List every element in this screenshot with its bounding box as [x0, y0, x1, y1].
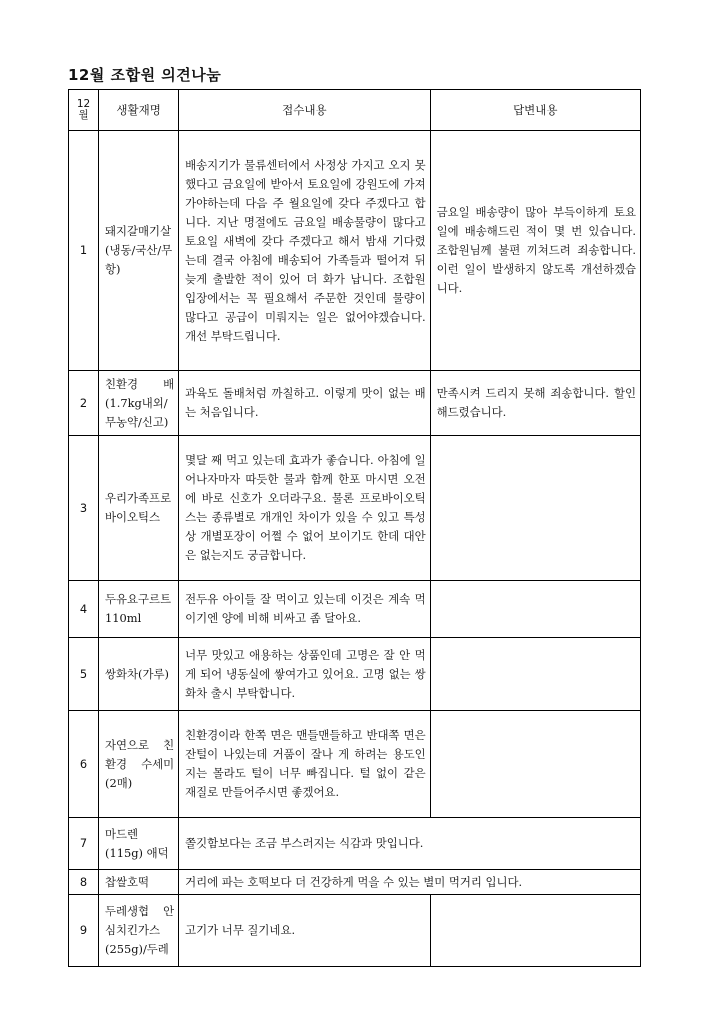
row-number: 7 — [69, 818, 99, 870]
row-number: 6 — [69, 711, 99, 818]
response-content: 금요일 배송량이 많아 부득이하게 토요일에 배송해드린 적이 몇 번 있습니다. 조합원님께 불편 끼쳐드려 죄송합니다. 이런 일이 발생하지 않도록 개선하겠습니다. — [430, 131, 640, 371]
table-row — [69, 436, 641, 581]
item-name: 돼지갈매기살(냉동/국산/무항) — [99, 131, 179, 371]
item-name: 두레생협 안심치킨가스(255g)/두레 — [99, 895, 179, 967]
table-row — [69, 371, 641, 436]
table-row — [69, 870, 641, 895]
item-name: 쌍화차(가루) — [99, 638, 179, 711]
table-row — [69, 638, 641, 711]
item-name: 우리가족프로바이오틱스 — [99, 436, 179, 581]
item-name: 자연으로 친환경 수세미(2매) — [99, 711, 179, 818]
received-content: 몇달 째 먹고 있는데 효과가 좋습니다. 아침에 일어나자마자 따듯한 물과 함께 한포 마시면 오전에 바로 신호가 오더라구요. 물론 프로바이오틱스는 종류별로 개개인 차이가 있을 수 있고 특성상 개별포장이 어쩔 수 없어 보이기도 한데 대안은 없는지도 궁금합니다. — [179, 436, 430, 581]
received-content: 과육도 돌배처럼 까칠하고. 이렇게 맛이 없는 배는 처음입니다. — [179, 371, 430, 436]
response-content — [430, 711, 640, 818]
response-content: 만족시켜 드리지 못해 죄송합니다. 할인해드렸습니다. — [430, 371, 640, 436]
item-name: 친환경 배(1.7kg내외/무농약/신고) — [99, 371, 179, 436]
table-row — [69, 711, 641, 818]
received-content: 거리에 파는 호떡보다 더 건강하게 먹을 수 있는 별미 먹거리 입니다. — [179, 870, 641, 895]
item-name: 마드렌(115g) 애덕 — [99, 818, 179, 870]
row-number: 1 — [69, 131, 99, 371]
table-row — [69, 131, 641, 371]
header-response: 답변내용 — [430, 90, 640, 131]
response-content — [430, 436, 640, 581]
row-number: 4 — [69, 581, 99, 638]
header-item: 생활재명 — [99, 90, 179, 131]
row-number: 3 — [69, 436, 99, 581]
row-number: 5 — [69, 638, 99, 711]
table-row — [69, 818, 641, 870]
page-title: 12월 조합원 의견나눔 — [68, 66, 222, 84]
response-content — [430, 581, 640, 638]
row-number: 9 — [69, 895, 99, 967]
header-received: 접수내용 — [179, 90, 430, 131]
received-content: 친환경이라 한쪽 면은 맨들맨들하고 반대쪽 면은 잔털이 나있는데 거품이 잘나 게 하려는 용도인지는 몰라도 털이 너무 빠집니다. 털 없이 같은 재질로 만들어주시면 좋겠어요. — [179, 711, 430, 818]
response-content — [430, 638, 640, 711]
header-month: 12 월 — [69, 90, 99, 131]
item-name: 두유요구르트110ml — [99, 581, 179, 638]
opinion-table — [68, 89, 641, 967]
item-name: 찹쌀호떡 — [99, 870, 179, 895]
received-content: 쫄깃함보다는 조금 부스러지는 식감과 맛입니다. — [179, 818, 641, 870]
row-number: 8 — [69, 870, 99, 895]
received-content: 전두유 아이들 잘 먹이고 있는데 이것은 계속 먹이기엔 양에 비해 비싸고 좀 달아요. — [179, 581, 430, 638]
row-number: 2 — [69, 371, 99, 436]
header-row — [69, 90, 641, 131]
response-content — [430, 895, 640, 967]
table-row — [69, 895, 641, 967]
received-content: 너무 맛있고 애용하는 상품인데 고명은 잘 안 먹게 되어 냉동실에 쌓여가고 있어요. 고명 없는 쌍화차 출시 부탁합니다. — [179, 638, 430, 711]
table-row — [69, 581, 641, 638]
received-content: 배송지기가 물류센터에서 사정상 가지고 오지 못했다고 금요일에 받아서 토요일에 강원도에 가져가야하는데 다음 주 월요일에 갖다 주겠다고 합니다. 지난 명절에도 금요일 배송물량이 많다고 토요일 새벽에 갖다 주겠다고 해서 밤새 기다렸는데 결국 아침에 배송되어 가족들과 떨어져 뒤늦게 출발한 적이 있어 더 화가 납니다. 조합원 입장에서는 꼭 필요해서 주문한 것인데 물량이 많다고 공급이 미뤄지는 일은 없어야겠습니다. 개선 부탁드립니다. — [179, 131, 430, 371]
received-content: 고기가 너무 질기네요. — [179, 895, 430, 967]
